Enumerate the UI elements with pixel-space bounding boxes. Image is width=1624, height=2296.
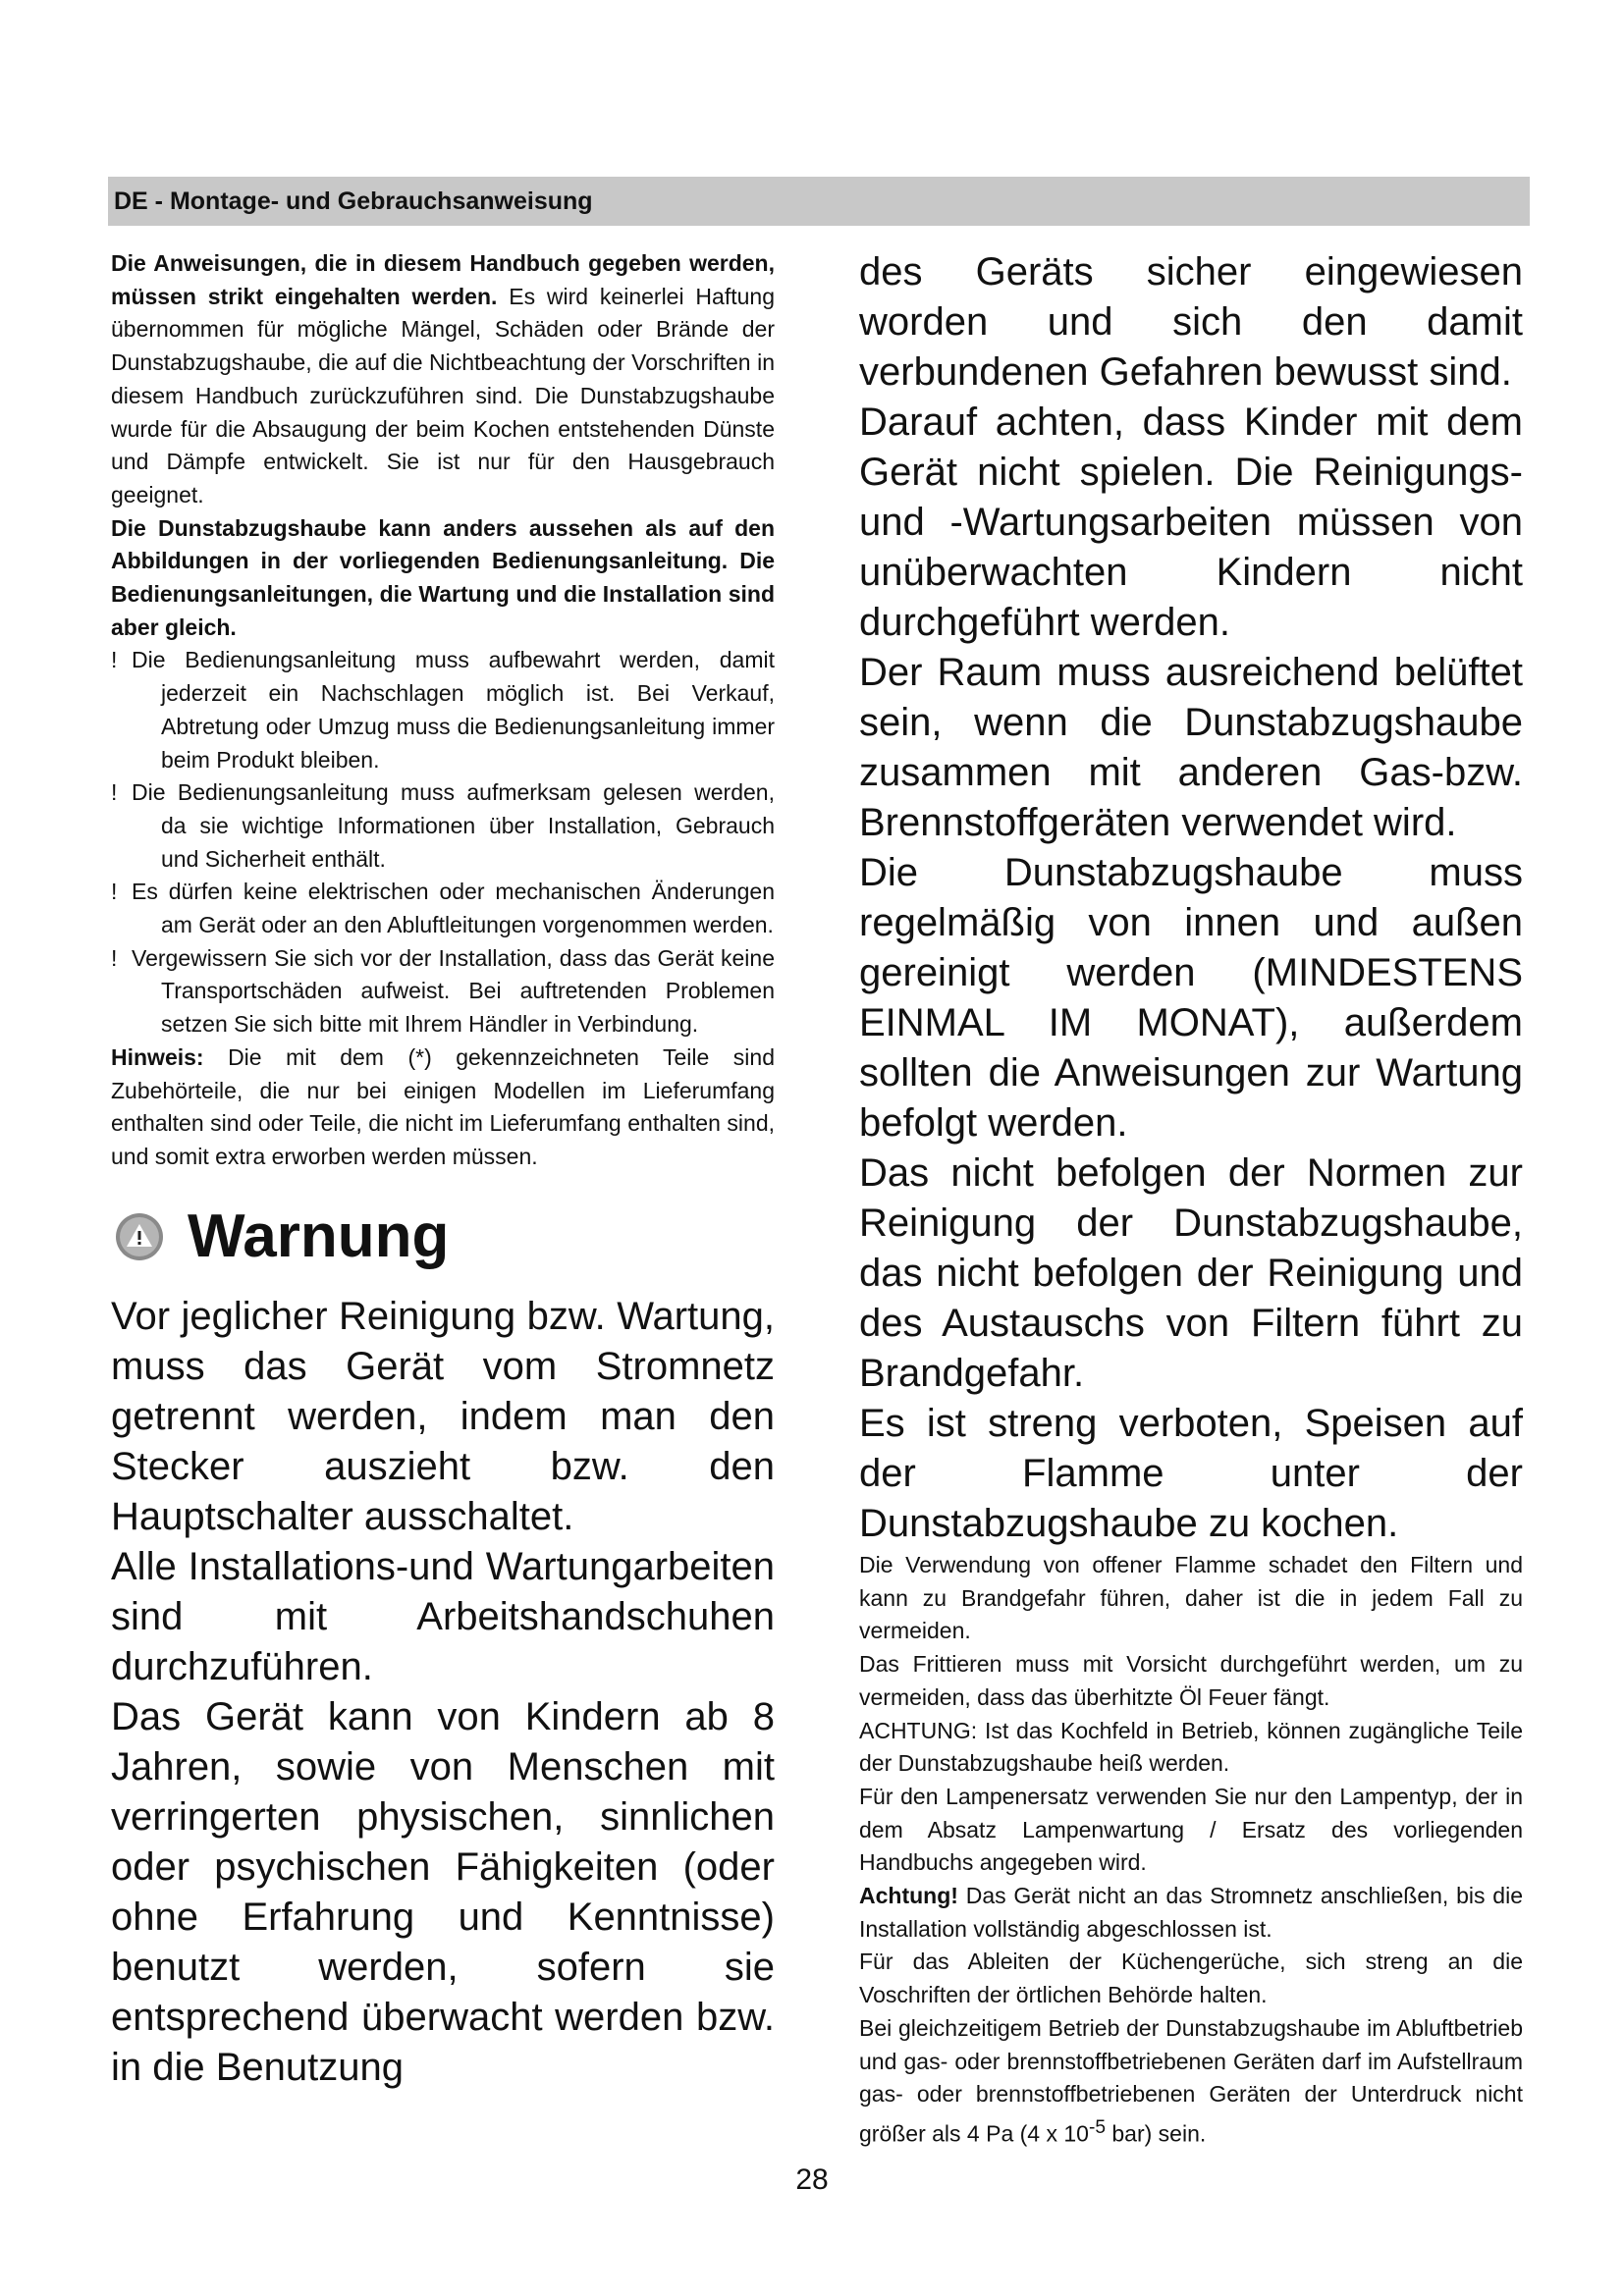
safety-paragraph: Die Dunstabzugshaube muss regelmäßig von innen und außen gereinigt werden (MINDESTENS EINMAL IM MONAT), außerdem sollten die Anweisungen zur Wartung befolgt werden. xyxy=(859,851,1523,1145)
exclamation-icon: ! xyxy=(111,879,118,905)
safety-paragraph: Es ist streng verboten, Speisen auf der Flamme unter der Dunstabzugshaube zu kochen. xyxy=(859,1402,1523,1545)
safety-paragraph: des Geräts sicher eingewiesen worden und sich den damit verbundenen Gefahren bewusst sind. xyxy=(859,250,1523,394)
exponent: -5 xyxy=(1088,2116,1106,2138)
bullet-item: ! Die Bedienungsanleitung muss aufmerksam gelesen werden, da sie wichtige Informationen über Installation, Gebrauch und Sicherheit enthält. xyxy=(111,776,775,876)
warning-body xyxy=(111,1292,775,2093)
note-text: Die mit dem (*) gekennzeichneten Teile sind Zubehörteile, die nur bei einigen Modellen im Lieferumfang enthalten sind oder Teile, die nicht im Lieferumfang enthalten sind, und somit extra erworben werden müssen. xyxy=(111,1043,775,1169)
left-column xyxy=(111,247,775,2093)
appearance-note: Die Dunstabzugshaube kann anders aussehen als auf den Abbildungen in der vorliegenden Bedienungsanleitung. Die Bedienungsanleitungen, die Wartung und die Installation sind aber gleich. xyxy=(111,514,775,640)
right-column xyxy=(859,247,1523,2151)
warning-icon xyxy=(115,1212,164,1261)
note-paragraph xyxy=(111,1041,775,1174)
safety-body xyxy=(859,247,1523,1549)
details-block xyxy=(859,1549,1523,2151)
detail-paragraph: ACHTUNG: Ist das Kochfeld in Betrieb, können zugängliche Teile der Dunstabzugshaube heiß werden. xyxy=(859,1717,1523,1777)
warning-paragraph: Das Gerät kann von Kindern ab 8 Jahren, sowie von Menschen mit verringerten physischen, sinnlichen oder psychischen Fähigkeiten (oder ohne Erfahrung und Kenntnisse) benutzt werden, sofern sie entsprechend überwacht werden bzw. in die Benutzung xyxy=(111,1694,775,2089)
section-header xyxy=(108,177,1530,226)
detail-paragraph: Für den Lampenersatz verwenden Sie nur den Lampentyp, der in dem Absatz Lampenwartung / Ersatz des vorliegenden Handbuchs angegeben wird. xyxy=(859,1783,1523,1876)
warning-paragraph: Vor jeglicher Reinigung bzw. Wartung, muss das Gerät vom Stromnetz getrennt werden, indem man den Stecker auszieht bzw. den Hauptschalter ausschaltet. xyxy=(111,1294,775,1538)
intro-bold-text: Die Anweisungen, die in diesem Handbuch gegeben werden, müssen strikt eingehalten werden. xyxy=(111,250,775,309)
bullet-item: ! Vergewissern Sie sich vor der Installation, dass das Gerät keine Transportschäden aufweist. Bei auftretenden Problemen setzen Sie sich bitte mit Ihrem Händler in Verbindung. xyxy=(111,942,775,1041)
detail-paragraph: Das Frittieren muss mit Vorsicht durchgeführt werden, um zu vermeiden, dass das überhitzte Öl Feuer fängt. xyxy=(859,1651,1523,1710)
achtung-label: Achtung! xyxy=(859,1883,958,1909)
section-title: DE - Montage- und Gebrauchsanweisung xyxy=(114,187,593,215)
bullet-item: ! Die Bedienungsanleitung muss aufbewahrt werden, damit jederzeit ein Nachschlagen möglich ist. Bei Verkauf, Abtretung oder Umzug muss die Bedienungsanleitung immer beim Produkt bleiben. xyxy=(111,644,775,776)
safety-paragraph: Das nicht befolgen der Normen zur Reinigung der Dunstabzugshaube, das nicht befolgen der Reinigung und des Austauschs von Filtern führt zu Brandgefahr. xyxy=(859,1151,1523,1395)
bullet-item: ! Es dürfen keine elektrischen oder mechanischen Änderungen am Gerät oder an den Abluftleitungen vorgenommen werden. xyxy=(111,876,775,941)
detail-paragraph: Die Verwendung von offener Flamme schadet den Filtern und kann zu Brandgefahr führen, daher ist die in jedem Fall zu vermeiden. xyxy=(859,1552,1523,1644)
intro-text: Es wird keinerlei Haftung übernommen für mögliche Mängel, Schäden oder Brände der Dunstabzugshaube, die auf die Nichtbeachtung der Vorschriften in diesem Handbuch zurückzuführen sind. Die Dunstabzugshaube wurde für die Absaugung der beim Kochen entstehenden Dünste und Dämpfe entwickelt. Sie ist nur für den Hausgebrauch geeignet. xyxy=(111,283,775,507)
warning-paragraph: Alle Installations-und Wartungarbeiten sind mit Arbeitshandschuhen durchzuführen. xyxy=(111,1544,775,1688)
safety-paragraph: Der Raum muss ausreichend belüftet sein, wenn die Dunstabzugshaube zusammen mit anderen Gas-bzw. Brennstoffgeräten verwendet wird. xyxy=(859,651,1523,844)
pressure-paragraph: Bei gleichzeitigem Betrieb der Dunstabzugshaube im Abluftbetrieb und gas- oder brennstoffbetriebenen Geräten darf im Aufstellraum gas- oder brennstoffbetriebenen Geräten der Unterdruck nicht größer als 4 Pa (4 x $10^{-5}$ bar) sein. xyxy=(859,2014,1523,2147)
safety-paragraph: Darauf achten, dass Kinder mit dem Gerät nicht spielen. Die Reinigungs- und -Wartungsarbeiten müssen von unüberwachten Kindern nicht durchgeführt werden. xyxy=(859,400,1523,644)
warning-title: Warnung xyxy=(188,1202,450,1271)
intro-paragraph xyxy=(111,247,775,512)
detail-paragraph: Für das Ableiten der Küchengerüche, sich streng an die Voschriften der örtlichen Behörde halten. xyxy=(859,1949,1523,2008)
exclamation-icon: ! xyxy=(111,944,118,971)
note-label: Hinweis: xyxy=(111,1043,204,1070)
page-number: 28 xyxy=(795,2163,829,2196)
exclamation-icon: ! xyxy=(111,647,118,673)
warning-heading xyxy=(111,1182,775,1292)
achtung-paragraph: Achtung! Das Gerät nicht an das Stromnetz anschließen, bis die Installation vollständig abgeschlossen ist. xyxy=(859,1883,1523,1942)
intro-block xyxy=(111,247,775,1174)
exclamation-icon: ! xyxy=(111,779,118,806)
